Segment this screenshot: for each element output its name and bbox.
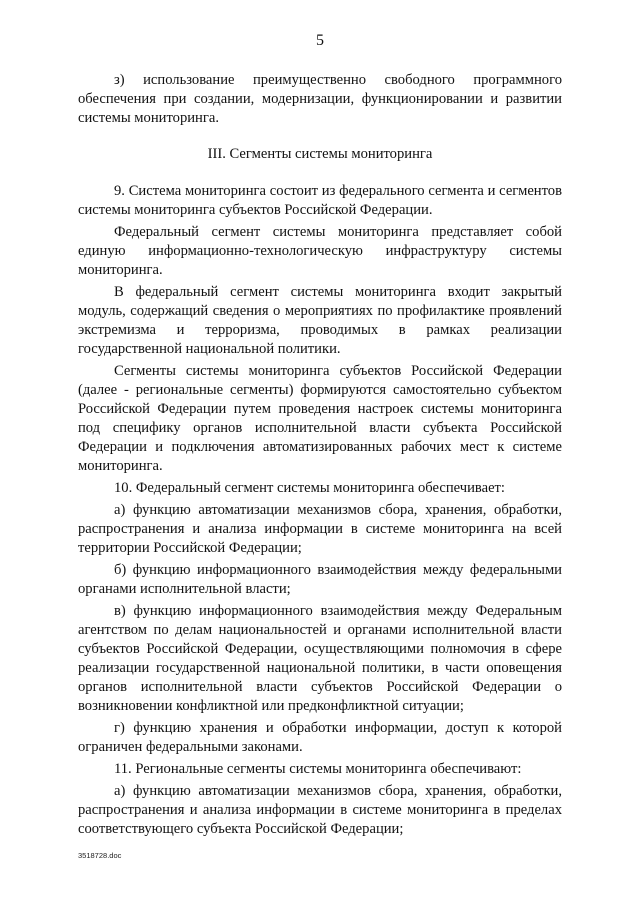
paragraph-10v: в) функцию информационного взаимодействия между Федеральным агентством по делам национальностей и органами исполнительной власти субъектов Российской Федерации, осуществляющими полномочия в сфере реализации государственной национальной политики, в части оповещения органов исполнительной власти субъектов Российской Федерации о возникновении конфликтной или предконфликтной ситуации; [78, 603, 562, 714]
paragraph-10: 10. Федеральный сегмент системы мониторинга обеспечивает: [114, 480, 505, 496]
page-number: 5 [316, 32, 324, 49]
section-heading: III. Сегменты системы мониторинга [207, 146, 433, 162]
paragraph-10b: б) функцию информационного взаимодействия между федеральными органами исполнительной власти; [78, 562, 562, 597]
paragraph-regional-segments: Сегменты системы мониторинга субъектов Российской Федерации (далее - региональные сегменты) формируются самостоятельно субъектом Российской Федерации путем проведения настроек системы мониторинга под специфику органов исполнительной власти субъекта Российской Федерации и подключения автоматизированных рабочих мест к системе мониторинга. [78, 363, 562, 474]
paragraph-9: 9. Система мониторинга состоит из федерального сегмента и сегментов системы мониторинга субъектов Российской Федерации. [78, 183, 562, 218]
paragraph-closed-module: В федеральный сегмент системы мониторинга входит закрытый модуль, содержащий сведения о мероприятиях по профилактике проявлений экстремизма и терроризма, проводимых в рамках реализации государственной национальной политики. [78, 284, 562, 357]
footer-filename: 3518728.doc [78, 851, 122, 860]
paragraph-item-z: з) использование преимущественно свободного программного обеспечения при создании, модернизации, функционировании и развитии системы мониторинга. [78, 72, 562, 126]
paragraph-11a: а) функцию автоматизации механизмов сбора, хранения, обработки, распространения и анализа информации в системе мониторинга в пределах соответствующего субъекта Российской Федерации; [78, 783, 562, 837]
document-body [78, 71, 562, 839]
paragraph-federal-segment: Федеральный сегмент системы мониторинга представляет собой единую информационно-технологическую инфраструктуру системы мониторинга. [78, 224, 562, 278]
paragraph-10a: а) функцию автоматизации механизмов сбора, хранения, обработки, распространения и анализа информации в системе мониторинга на всей территории Российской Федерации; [78, 502, 562, 556]
paragraph-11: 11. Региональные сегменты системы мониторинга обеспечивают: [114, 761, 522, 777]
paragraph-10g: г) функцию хранения и обработки информации, доступ к которой ограничен федеральными законами. [78, 720, 562, 755]
